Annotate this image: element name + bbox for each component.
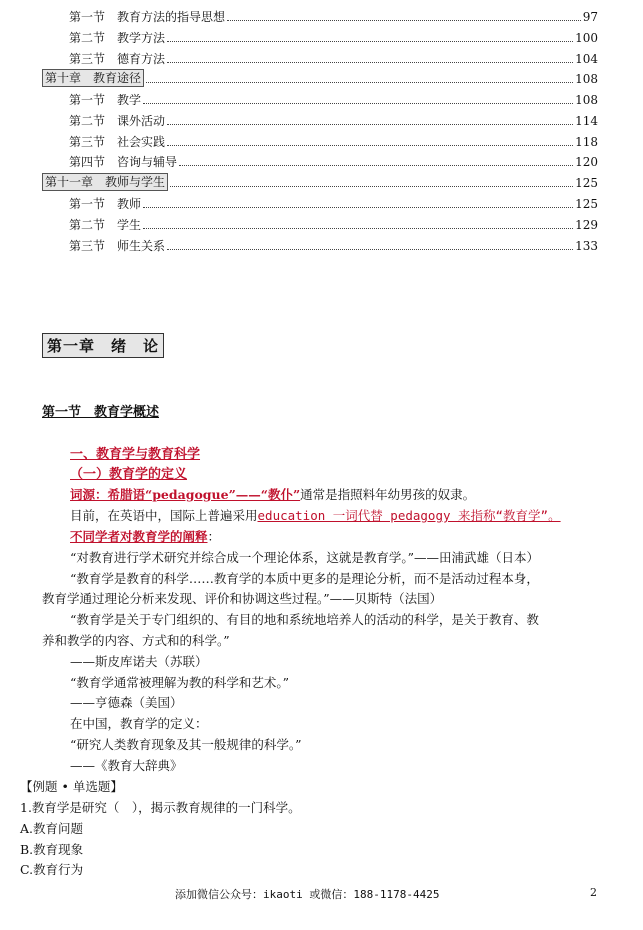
quote-dictionary: “研究人类教育现象及其一般规律的科学。” bbox=[70, 737, 302, 752]
quote-dictionary-source: ——《教育大辞典》 bbox=[70, 758, 183, 773]
toc-row[interactable] bbox=[42, 132, 598, 150]
toc-row[interactable] bbox=[42, 215, 598, 233]
toc-label: 第十章 教育途径 bbox=[42, 69, 144, 87]
quote-soviet-line2: 养和教学的内容、方式和的科学。” bbox=[42, 633, 230, 648]
toc-page: 118 bbox=[575, 135, 598, 149]
heading-text: 一、教育学与教育科学 bbox=[70, 447, 201, 462]
toc-row[interactable] bbox=[42, 152, 598, 170]
toc-row[interactable] bbox=[42, 28, 598, 46]
toc-page: 129 bbox=[575, 218, 598, 232]
usage-highlight: education 一词代替 pedagogy 来指称“教育学”。 bbox=[257, 508, 561, 523]
toc-page: 100 bbox=[575, 31, 598, 45]
toc-page: 114 bbox=[575, 114, 598, 128]
toc-leader bbox=[146, 81, 573, 83]
exercise-tag: 【例题 • 单选题】 bbox=[20, 779, 123, 794]
exercise-option[interactable]: A.教育问题 bbox=[20, 821, 84, 836]
toc-row[interactable] bbox=[42, 236, 598, 254]
english-usage-line bbox=[70, 507, 561, 525]
toc-label: 第二节 教学方法 bbox=[69, 31, 166, 45]
etymology-highlight: 词源：希腊语“pedagogue”——“教仆” bbox=[70, 487, 301, 502]
toc-leader bbox=[170, 185, 573, 187]
quote-soviet-line1: “教育学是关于专门组织的、有目的地和系统地培养人的活动的科学，是关于教育、教 bbox=[70, 612, 539, 627]
quote-henderson: “教育学通常被理解为教的科学和艺术。” bbox=[70, 675, 290, 690]
scholars-heading bbox=[70, 528, 220, 546]
quote-tianpu: “对教育进行学术研究并综合成一个理论体系，这就是教育学。”——田浦武雄（日本） bbox=[70, 550, 540, 565]
toc-row[interactable] bbox=[42, 7, 598, 25]
toc-label: 第三节 师生关系 bbox=[69, 239, 166, 253]
toc-row[interactable] bbox=[42, 90, 598, 108]
toc-label: 第一节 教师 bbox=[69, 197, 142, 211]
usage-text: 目前，在英语中，国际上普遍采用 bbox=[70, 508, 258, 523]
toc-leader bbox=[143, 227, 573, 229]
toc-leader bbox=[143, 206, 573, 208]
toc-row[interactable] bbox=[42, 194, 598, 212]
toc-label: 第四节 咨询与辅导 bbox=[69, 155, 178, 169]
toc-page: 108 bbox=[575, 72, 598, 86]
toc-page: 125 bbox=[575, 176, 598, 190]
toc-leader bbox=[227, 19, 581, 21]
toc-label: 第二节 学生 bbox=[69, 218, 142, 232]
etymology-line bbox=[70, 486, 475, 504]
toc-row-chapter[interactable] bbox=[42, 69, 598, 87]
heading-text: （一）教育学的定义 bbox=[70, 467, 188, 482]
china-definition-intro: 在中国，教育学的定义： bbox=[70, 716, 208, 731]
toc-leader bbox=[167, 123, 573, 125]
quote-best-line1: “教育学是教育的科学……教育学的本质中更多的是理论分析，而不是活动过程本身， bbox=[70, 571, 539, 586]
scholars-text: 不同学者对教育学的阐释 bbox=[70, 529, 208, 544]
toc-leader bbox=[167, 144, 573, 146]
toc-leader bbox=[179, 164, 573, 166]
toc-label: 第二节 课外活动 bbox=[69, 114, 166, 128]
footer-contact: 添加微信公众号：ikaoti 或微信：188-1178-4425 bbox=[175, 888, 440, 901]
toc-page: 104 bbox=[575, 52, 598, 66]
scholars-colon: ： bbox=[207, 529, 221, 544]
toc-label: 第一节 教学 bbox=[69, 93, 142, 107]
toc-label: 第十一章 教师与学生 bbox=[42, 173, 168, 191]
toc-leader bbox=[143, 102, 573, 104]
exercise-option[interactable]: C.教育行为 bbox=[20, 862, 84, 877]
toc-leader bbox=[167, 61, 573, 63]
toc-row-chapter[interactable] bbox=[42, 173, 598, 191]
quote-best-line2: 教育学通过理论分析来发现、评价和协调这些过程。”——贝斯特（法国） bbox=[42, 591, 443, 606]
exercise-question: 1.教育学是研究（ ），揭示教育规律的一门科学。 bbox=[20, 800, 301, 815]
quote-henderson-source: ——亨德森（美国） bbox=[70, 695, 183, 710]
toc-row[interactable] bbox=[42, 111, 598, 129]
exercise-option[interactable]: B.教育现象 bbox=[20, 842, 84, 857]
toc-row[interactable] bbox=[42, 49, 598, 67]
quote-soviet-source: ——斯皮库诺夫（苏联） bbox=[70, 654, 208, 669]
heading-level-2 bbox=[70, 466, 187, 484]
toc-label: 第三节 德育方法 bbox=[69, 52, 166, 66]
section-title: 第一节 教育学概述 bbox=[42, 405, 160, 420]
toc-label: 第一节 教育方法的指导思想 bbox=[69, 10, 226, 24]
toc-label: 第三节 社会实践 bbox=[69, 135, 166, 149]
toc-page: 97 bbox=[582, 10, 598, 24]
heading-level-1 bbox=[70, 446, 200, 464]
toc-page: 120 bbox=[575, 155, 598, 169]
toc-page: 125 bbox=[575, 197, 598, 211]
toc-page: 133 bbox=[575, 239, 598, 253]
toc-page: 108 bbox=[575, 93, 598, 107]
chapter-title: 第一章 绪 论 bbox=[42, 333, 164, 358]
toc-leader bbox=[167, 248, 573, 250]
page-number: 2 bbox=[590, 886, 597, 899]
etymology-text: 通常是指照料年幼男孩的奴隶。 bbox=[300, 487, 476, 502]
toc-leader bbox=[167, 40, 573, 42]
